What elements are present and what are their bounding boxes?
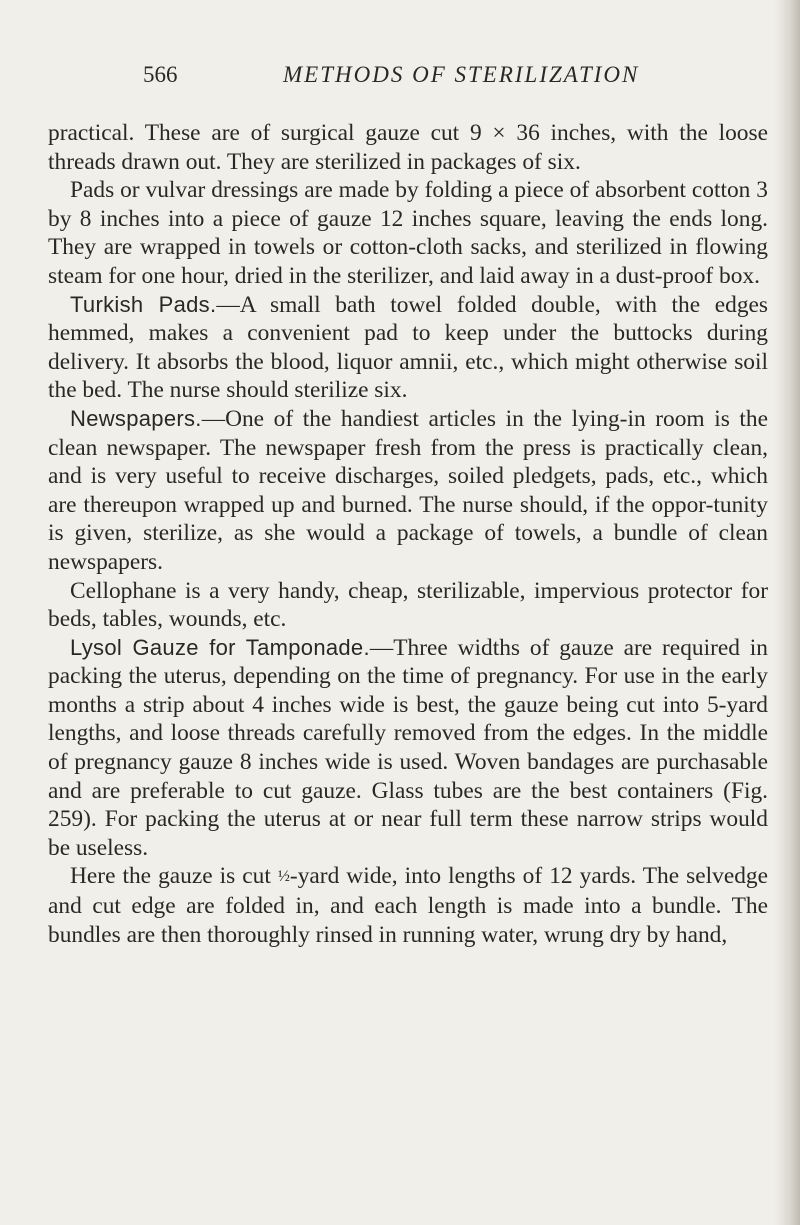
running-head: METHODS OF STERILIZATION bbox=[283, 62, 640, 87]
paragraph-text: —Three widths of gauze are required in packing the uterus, depending on the time of pregnancy. For use in the early months a strip about 4 inches wide is best, the gauze being cut into 5-yard lengths, and loose threads carefully removed from the edges. In the middle of pregnancy gauze 8 inches wide is used. Woven bandages are purchasable and are preferable to cut gauze. Glass tubes are the best containers (Fig. 259). For packing the uterus at or near full term these narrow strips would be useless. bbox=[48, 634, 768, 861]
paragraph-text: Here the gauze is cut bbox=[70, 863, 278, 890]
paragraph-text: Cellophane is a very handy, cheap, sterilizable, impervious protector for beds, tables, wounds, etc. bbox=[48, 577, 768, 633]
paragraph-lysol-gauze bbox=[48, 634, 768, 863]
paragraph-turkish-pads bbox=[48, 291, 768, 405]
paragraph-text: —One of the handiest articles in the lying-in room is the clean newspaper. The newspaper fresh from the press is practically clean, and is very useful to receive discharges, soiled pledgets, pads, etc., which are thereupon wrapped up and burned. The nurse should, if the oppor-tunity is given, sterilize, as she would a package of towels, a bundle of clean newspapers. bbox=[48, 405, 768, 575]
fraction: ½ bbox=[277, 868, 290, 886]
page-edge-shadow bbox=[774, 0, 800, 1225]
paragraph-newspapers bbox=[48, 405, 768, 577]
paragraph-cellophane bbox=[48, 577, 768, 634]
paragraph-text: practical. These are of surgical gauze cut 9 × 36 inches, with the loose threads drawn out. They are sterilized in packages of six. bbox=[48, 120, 768, 175]
paragraph-gauze-cutting bbox=[48, 862, 768, 949]
paragraph-pads bbox=[48, 176, 768, 290]
page-number: 566 bbox=[143, 62, 178, 87]
section-heading: Newspapers. bbox=[70, 405, 202, 431]
paragraph-text: Pads or vulvar dressings are made by folding a piece of absorbent cotton 3 by 8 inches into a piece of gauze 12 inches square, leaving the ends long. They are wrapped in towels or cotton-cloth sacks, and sterilized in flowing steam for one hour, dried in the sterilizer, and laid away in a dust-proof box. bbox=[48, 177, 768, 289]
paragraph-continuation bbox=[48, 119, 768, 176]
page-header bbox=[48, 50, 768, 90]
book-page bbox=[48, 50, 768, 949]
paragraph-text: —A small bath towel folded double, with the edges hemmed, makes a convenient pad to keep under the buttocks during delivery. It absorbs the blood, liquor amnii, etc., which might otherwise soil the bed. The nurse should sterilize six. bbox=[48, 291, 768, 404]
section-heading: Turkish Pads. bbox=[70, 291, 217, 317]
section-heading: Lysol Gauze for Tamponade. bbox=[70, 634, 370, 660]
body-text bbox=[48, 119, 768, 949]
paragraph-text: -yard wide, into lengths of 12 yards. The selvedge and cut edge are folded in, and each length is made into a bundle. The bundles are then thoroughly rinsed in running water, wrung dry by hand, bbox=[48, 863, 768, 948]
